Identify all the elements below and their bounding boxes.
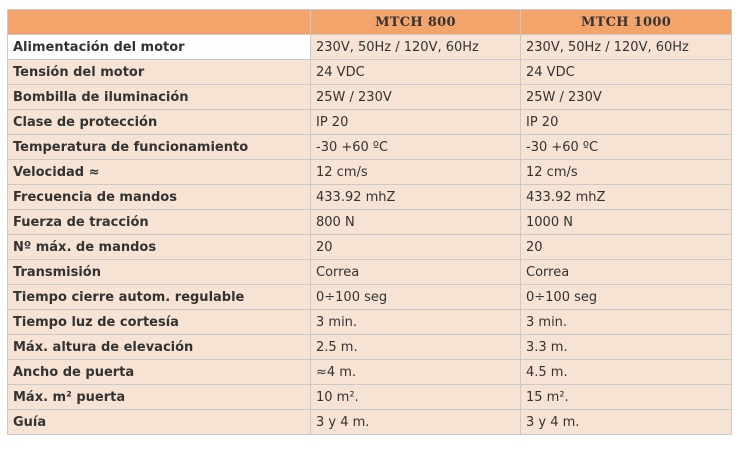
row-label: Frecuencia de mandos [8, 185, 311, 210]
cell-mtch-1000: 3.3 m. [521, 335, 732, 360]
table-row [8, 210, 732, 235]
row-label: Guía [8, 410, 311, 435]
row-label: Nº máx. de mandos [8, 235, 311, 260]
cell-mtch-1000: IP 20 [521, 110, 732, 135]
cell-mtch-800: 3 y 4 m. [311, 410, 521, 435]
row-label: Bombilla de iluminación [8, 85, 311, 110]
table-row [8, 235, 732, 260]
table-row [8, 385, 732, 410]
cell-mtch-1000: 12 cm/s [521, 160, 732, 185]
row-label: Velocidad ≈ [8, 160, 311, 185]
spec-table [7, 9, 732, 435]
cell-mtch-800: 230V, 50Hz / 120V, 60Hz [311, 35, 521, 60]
cell-mtch-800: ≈4 m. [311, 360, 521, 385]
cell-mtch-1000: 3 y 4 m. [521, 410, 732, 435]
cell-mtch-1000: 15 m². [521, 385, 732, 410]
row-label: Tensión del motor [8, 60, 311, 85]
table-row [8, 185, 732, 210]
cell-mtch-800: 3 min. [311, 310, 521, 335]
row-label: Ancho de puerta [8, 360, 311, 385]
table-row [8, 35, 732, 60]
cell-mtch-1000: 24 VDC [521, 60, 732, 85]
cell-mtch-800: IP 20 [311, 110, 521, 135]
table-row [8, 60, 732, 85]
table-row [8, 310, 732, 335]
row-label: Fuerza de tracción [8, 210, 311, 235]
cell-mtch-800: 24 VDC [311, 60, 521, 85]
table-row [8, 285, 732, 310]
cell-mtch-1000: 230V, 50Hz / 120V, 60Hz [521, 35, 732, 60]
cell-mtch-1000: 433.92 mhZ [521, 185, 732, 210]
table-row [8, 160, 732, 185]
cell-mtch-800: 10 m². [311, 385, 521, 410]
cell-mtch-800: -30 +60 ºC [311, 135, 521, 160]
cell-mtch-800: 2.5 m. [311, 335, 521, 360]
cell-mtch-1000: -30 +60 ºC [521, 135, 732, 160]
row-label: Máx. altura de elevación [8, 335, 311, 360]
cell-mtch-800: 20 [311, 235, 521, 260]
cell-mtch-800: Correa [311, 260, 521, 285]
table-row [8, 85, 732, 110]
cell-mtch-800: 433.92 mhZ [311, 185, 521, 210]
cell-mtch-800: 25W / 230V [311, 85, 521, 110]
cell-mtch-1000: 20 [521, 235, 732, 260]
row-label: Máx. m² puerta [8, 385, 311, 410]
row-label: Temperatura de funcionamiento [8, 135, 311, 160]
table-row [8, 410, 732, 435]
column-header-mtch-800: MTCH 800 [311, 10, 521, 35]
table-row [8, 360, 732, 385]
header-corner-cell [8, 10, 311, 35]
row-label: Clase de protección [8, 110, 311, 135]
cell-mtch-800: 800 N [311, 210, 521, 235]
cell-mtch-1000: Correa [521, 260, 732, 285]
cell-mtch-1000: 0÷100 seg [521, 285, 732, 310]
cell-mtch-1000: 4.5 m. [521, 360, 732, 385]
column-header-mtch-1000: MTCH 1000 [521, 10, 732, 35]
table-row [8, 110, 732, 135]
cell-mtch-800: 0÷100 seg [311, 285, 521, 310]
row-label: Tiempo luz de cortesía [8, 310, 311, 335]
table-row [8, 335, 732, 360]
cell-mtch-1000: 25W / 230V [521, 85, 732, 110]
row-label: Tiempo cierre autom. regulable [8, 285, 311, 310]
row-label: Alimentación del motor [8, 35, 311, 60]
table-row [8, 260, 732, 285]
cell-mtch-800: 12 cm/s [311, 160, 521, 185]
row-label: Transmisión [8, 260, 311, 285]
table-header-row [8, 10, 732, 35]
cell-mtch-1000: 3 min. [521, 310, 732, 335]
table-row [8, 135, 732, 160]
cell-mtch-1000: 1000 N [521, 210, 732, 235]
